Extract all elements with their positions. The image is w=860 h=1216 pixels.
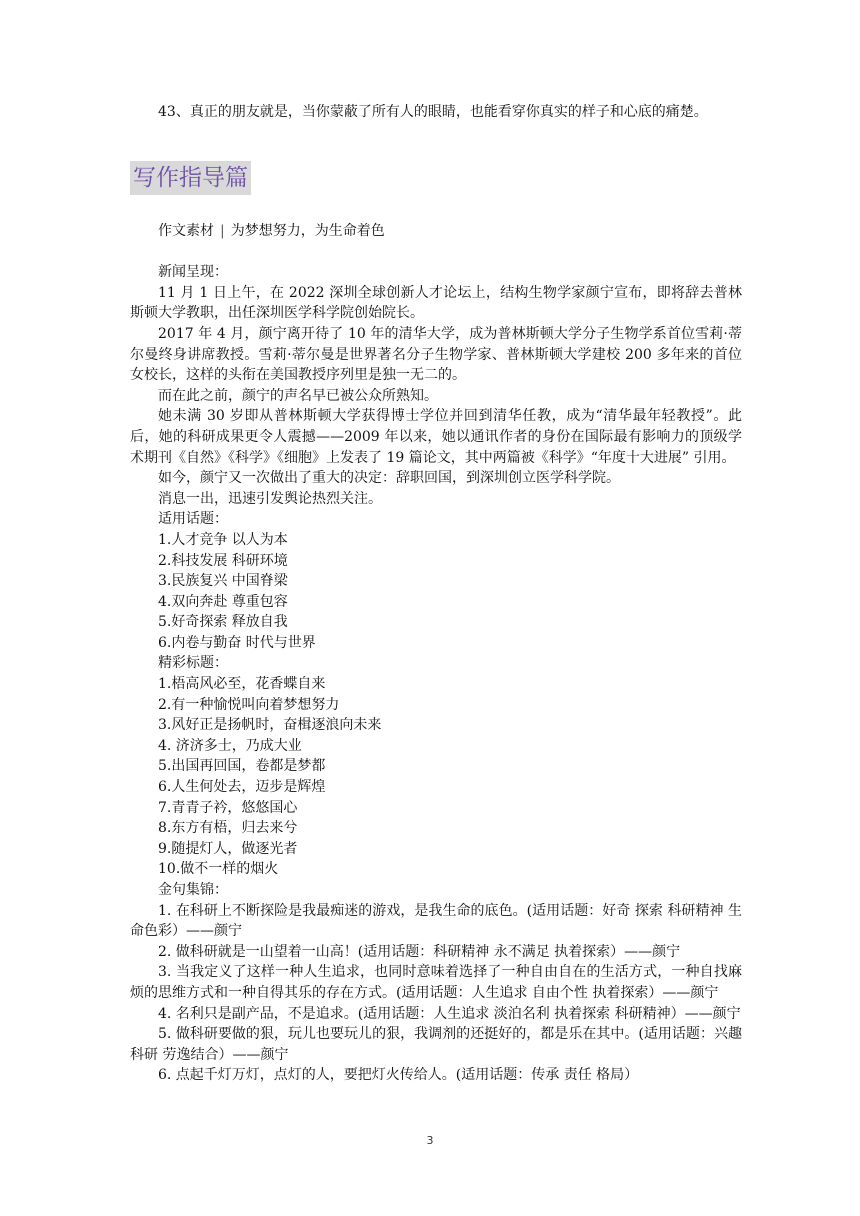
section-heading: 写作指导篇 — [130, 161, 251, 195]
paragraph: 10.做不一样的烟火 — [158, 861, 279, 878]
subtitle-title: 为梦想努力，为生命着色 — [230, 222, 385, 239]
paragraph: 11 月 1 日上午，在 2022 深圳全球创新人才论坛上，结构生物学家颜宁宣布，即将辞去普林斯顿大学教职，出任深圳医学科学院创始院长。 — [130, 284, 742, 322]
paragraph: 而在此之前，颜宁的声名早已被公众所熟知。 — [158, 387, 438, 404]
paragraph: 5.出国再回国，卷都是梦都 — [158, 758, 326, 775]
paragraph: 她未满 30 岁即从普林斯顿大学获得博士学位并回到清华任教，成为“清华最年轻教授”。此后，她的科研成果更令人震撼——2009 年以来，她以通讯作者的身份在国际最有影响力的顶级学术期刊《自然》《科学》《细胞》上发表了 19 篇论文，其中两篇被《科学》“年度十大进展” 引用。 — [130, 408, 742, 466]
paragraph: 适用话题： — [158, 511, 228, 528]
page-content — [130, 102, 742, 1086]
page-number: 3 — [426, 1134, 434, 1147]
paragraph: 2. 做科研就是一山望着一山高！(适用话题：科研精神 永不满足 执着探索）——颜宁 — [158, 943, 681, 960]
paragraph: 3. 当我定义了这样一种人生追求，也同时意味着选择了一种自由自在的生活方式，一种自找麻烦的思维方式和一种自得其乐的存在方式。(适用话题：人生追求 自由个性 执着探索）——颜宁 — [130, 964, 742, 1001]
paragraph: 6. 点起千灯万灯，点灯的人，要把灯火传给人。(适用话题：传承 责任 格局） — [158, 1067, 639, 1084]
paragraph: 4. 名利只是副产品，不是追求。(适用话题：人生追求 淡泊名利 执着探索 科研精神）——颜宁 — [158, 1005, 741, 1022]
paragraph: 1. 在科研上不断探险是我最痴迷的游戏，是我生命的底色。(适用话题：好奇 探索 科研精神 生命色彩）——颜宁 — [130, 902, 742, 940]
paragraph: 6.内卷与勤奋 时代与世界 — [158, 634, 316, 651]
article-body — [130, 262, 742, 1086]
intro-quote: 43、真正的朋友就是，当你蒙蔽了所有人的眼睛，也能看穿你真实的样子和心底的痛楚。 — [158, 104, 708, 120]
subtitle — [158, 221, 742, 242]
paragraph: 4. 济济多士，乃成大业 — [158, 737, 302, 754]
paragraph: 1.人才竞争 以人为本 — [158, 531, 288, 548]
subtitle-separator: | — [220, 222, 225, 239]
paragraph: 金句集锦： — [158, 882, 228, 898]
paragraph: 7.青青子衿，悠悠国心 — [158, 799, 298, 816]
paragraph: 3.民族复兴 中国脊梁 — [158, 573, 288, 590]
paragraph: 9.随提灯人，做逐光者 — [158, 840, 298, 857]
paragraph: 1.梧高风必至，花香蝶自来 — [158, 676, 326, 693]
paragraph: 2.科技发展 科研环境 — [158, 552, 288, 569]
paragraph: 2017 年 4 月，颜宁离开待了 10 年的清华大学，成为普林斯顿大学分子生物学系首位雪莉·蒂尔曼终身讲席教授。雪莉·蒂尔曼是世界著名分子生物学家、普林斯顿大学建校 200 多年来的首位女校长，这样的头衔在美国教授序列里是独一无二的。 — [130, 325, 742, 384]
paragraph: 5.好奇探索 释放自我 — [158, 614, 288, 631]
subtitle-category: 作文素材 — [158, 222, 214, 239]
paragraph: 5. 做科研要做的狠，玩儿也要玩儿的狠，我调剂的还挺好的，都是乐在其中。(适用话题：兴趣 科研 劳逸结合）——颜宁 — [130, 1026, 742, 1063]
paragraph: 3.风好正是扬帆时，奋楫逐浪向未来 — [158, 717, 382, 734]
paragraph: 消息一出，迅速引发舆论热烈关注。 — [158, 490, 382, 507]
paragraph: 精彩标题： — [158, 655, 228, 672]
paragraph: 8.东方有梧，归去来兮 — [158, 820, 298, 837]
paragraph: 4.双向奔赴 尊重包容 — [158, 593, 288, 610]
paragraph: 6.人生何处去，迈步是辉煌 — [158, 779, 326, 796]
paragraph: 2.有一种愉悦叫向着梦想努力 — [158, 696, 340, 713]
paragraph: 新闻呈现： — [158, 264, 228, 281]
paragraph: 如今，颜宁又一次做出了重大的决定：辞职回国，到深圳创立医学科学院。 — [158, 470, 620, 487]
